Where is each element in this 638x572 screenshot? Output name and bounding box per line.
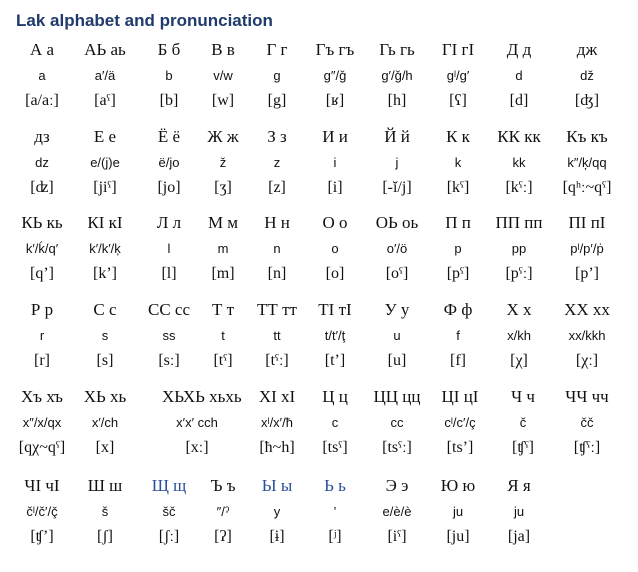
- ipa-pronunciation: [z]: [268, 179, 286, 196]
- latin-transliteration: pˡ/p′/ṗ: [570, 241, 604, 256]
- cyrillic-letter: ХХ хх: [564, 300, 610, 319]
- cyrillic-letter: ТТ тт: [257, 300, 297, 319]
- latin-transliteration: x′/ch: [91, 415, 119, 430]
- ipa-pronunciation: [pˤ]: [446, 265, 470, 282]
- cyrillic-letter: Къ къ: [566, 127, 608, 146]
- cyrillic-letter: М м: [207, 213, 239, 232]
- cyrillic-letter: В в: [211, 40, 235, 59]
- latin-transliteration: k′/ḱ/q′: [25, 241, 59, 256]
- alphabet-row: [0, 300, 638, 396]
- latin-transliteration: e/è/è: [382, 504, 412, 519]
- cyrillic-letter: Гъ гъ: [315, 40, 355, 59]
- ipa-pronunciation: [ʲ]: [328, 528, 342, 545]
- alphabet-row: [0, 127, 638, 223]
- cyrillic-letter[interactable]: Ь ь: [324, 476, 346, 495]
- cyrillic-letter: П п: [445, 213, 471, 232]
- cyrillic-letter: ГӀ гӀ: [441, 40, 475, 59]
- cyrillic-letter: И и: [322, 127, 348, 146]
- cyrillic-letter: ЧЧ чч: [565, 387, 609, 406]
- ipa-pronunciation: [ʒ]: [214, 179, 232, 196]
- cyrillic-letter: Х х: [506, 300, 532, 319]
- latin-transliteration: ž: [219, 155, 227, 170]
- ipa-pronunciation: [h]: [387, 92, 407, 109]
- ipa-pronunciation: [ʧˤ]: [512, 439, 534, 456]
- cyrillic-letter: Ж ж: [207, 127, 239, 146]
- ipa-pronunciation: [i]: [327, 179, 343, 196]
- latin-transliteration: g′/ǧ/h: [381, 68, 413, 83]
- ipa-pronunciation: [q’]: [30, 265, 54, 282]
- latin-transliteration: t/t′/ţ: [324, 328, 346, 343]
- ipa-pronunciation: [m]: [211, 265, 235, 282]
- latin-transliteration: z: [273, 155, 281, 170]
- page-title: Lak alphabet and pronunciation: [16, 11, 273, 30]
- cyrillic-letter: дж: [576, 40, 598, 59]
- ipa-pronunciation: [tˤː]: [265, 352, 289, 369]
- latin-transliteration: u: [393, 328, 401, 343]
- latin-transliteration: ju: [452, 504, 464, 519]
- cyrillic-letter: Ч ч: [511, 387, 535, 406]
- ipa-pronunciation: [o]: [325, 265, 345, 282]
- cyrillic-letter: Ш ш: [87, 476, 123, 495]
- cyrillic-letter: К к: [446, 127, 470, 146]
- cyrillic-letter: КК кк: [497, 127, 541, 146]
- ipa-pronunciation: [ħ~h]: [259, 439, 295, 456]
- ipa-pronunciation: [tsˤ]: [322, 439, 348, 456]
- ipa-pronunciation: [ʔ]: [214, 528, 232, 545]
- cyrillic-letter[interactable]: Ы ы: [261, 476, 293, 495]
- latin-transliteration: cˡ/c′/ç: [444, 415, 476, 430]
- latin-transliteration: k′/k′/ķ: [89, 241, 121, 256]
- latin-transliteration: kk: [512, 155, 526, 170]
- cyrillic-letter: Ё ё: [157, 127, 181, 146]
- cyrillic-letter: Я я: [507, 476, 531, 495]
- ipa-pronunciation: [ts’]: [446, 439, 474, 456]
- cyrillic-letter: ХЬ хь: [83, 387, 127, 406]
- latin-transliteration: a: [38, 68, 46, 83]
- cyrillic-letter: Ц ц: [322, 387, 348, 406]
- latin-transliteration: ss: [162, 328, 176, 343]
- ipa-pronunciation: [ʃː]: [158, 528, 180, 545]
- ipa-pronunciation: [l]: [161, 265, 177, 282]
- latin-transliteration: g″/ǧ: [323, 68, 347, 83]
- ipa-pronunciation: [ju]: [446, 528, 470, 545]
- latin-transliteration: p: [454, 241, 462, 256]
- ipa-pronunciation: [sː]: [158, 352, 180, 369]
- latin-transliteration: m: [217, 241, 229, 256]
- ipa-pronunciation: [ʧ’]: [30, 528, 54, 545]
- latin-transliteration: k: [454, 155, 462, 170]
- ipa-pronunciation: [ʣ]: [30, 179, 54, 196]
- cyrillic-letter: ХӀ хӀ: [258, 387, 296, 406]
- cyrillic-letter: Р р: [30, 300, 54, 319]
- latin-transliteration: e/(j)e: [90, 155, 120, 170]
- latin-transliteration: tt: [273, 328, 281, 343]
- cyrillic-letter: О о: [322, 213, 348, 232]
- cyrillic-letter: Ю ю: [440, 476, 476, 495]
- latin-transliteration: f: [456, 328, 460, 343]
- ipa-pronunciation: [ʕ]: [449, 92, 467, 109]
- cyrillic-letter: Ф ф: [443, 300, 473, 319]
- latin-transliteration: y: [273, 504, 281, 519]
- latin-transliteration: i: [333, 155, 337, 170]
- latin-transliteration: o′/ö: [386, 241, 408, 256]
- ipa-pronunciation: [ʧˤː]: [573, 439, 601, 456]
- latin-transliteration: x′x′ cch: [176, 415, 218, 430]
- ipa-pronunciation: [n]: [267, 265, 287, 282]
- latin-transliteration: šč: [162, 504, 176, 519]
- ipa-pronunciation: [pˤː]: [505, 265, 533, 282]
- ipa-pronunciation: [s]: [96, 352, 114, 369]
- latin-transliteration: x/kh: [507, 328, 531, 343]
- latin-transliteration: d: [515, 68, 523, 83]
- latin-transliteration: xˡ/x′/ħ: [261, 415, 293, 430]
- alphabet-row: [0, 213, 638, 309]
- latin-transliteration: č: [519, 415, 527, 430]
- latin-transliteration: dz: [35, 155, 49, 170]
- cyrillic-letter: КЬ кь: [21, 213, 63, 232]
- cyrillic-letter: Л л: [156, 213, 182, 232]
- ipa-pronunciation: [ʤ]: [574, 92, 600, 109]
- ipa-pronunciation: [g]: [267, 92, 287, 109]
- ipa-pronunciation: [u]: [387, 352, 407, 369]
- latin-transliteration: x″/x/qx: [22, 415, 62, 430]
- latin-transliteration: ’: [333, 504, 337, 519]
- ipa-pronunciation: [k’]: [93, 265, 117, 282]
- cyrillic-letter: Е е: [93, 127, 117, 146]
- cyrillic-letter: Ъ ъ: [210, 476, 236, 495]
- ipa-pronunciation: [χ]: [510, 352, 528, 369]
- cyrillic-letter: ТӀ тӀ: [318, 300, 352, 319]
- cyrillic-letter: З з: [267, 127, 287, 146]
- cyrillic-letter: У у: [384, 300, 410, 319]
- cyrillic-letter: А а: [29, 40, 55, 59]
- cyrillic-letter: Й й: [384, 127, 410, 146]
- cyrillic-letter: Хъ хъ: [21, 387, 63, 406]
- latin-transliteration: ë/jo: [158, 155, 180, 170]
- latin-transliteration: n: [273, 241, 281, 256]
- ipa-pronunciation: [f]: [450, 352, 466, 369]
- ipa-pronunciation: [d]: [509, 92, 529, 109]
- ipa-pronunciation: [iˤ]: [387, 528, 407, 545]
- ipa-pronunciation: [ɨ]: [269, 528, 285, 545]
- latin-transliteration: t: [221, 328, 225, 343]
- cyrillic-letter: ЦӀ цӀ: [441, 387, 479, 406]
- cyrillic-letter: СС сс: [147, 300, 191, 319]
- ipa-pronunciation: [jiˤ]: [93, 179, 117, 196]
- alphabet-row: [0, 40, 638, 136]
- cyrillic-letter: Д д: [506, 40, 532, 59]
- cyrillic-letter: ЦЦ цц: [373, 387, 421, 406]
- cyrillic-letter: дз: [34, 127, 50, 146]
- cyrillic-letter: С с: [93, 300, 117, 319]
- latin-transliteration: gˡ/g′: [446, 68, 470, 83]
- latin-transliteration: r: [39, 328, 45, 343]
- latin-transliteration: ″/ˀ: [216, 504, 230, 519]
- latin-transliteration: v/w: [213, 68, 233, 83]
- ipa-pronunciation: [a/aː]: [25, 92, 59, 109]
- latin-transliteration: pp: [511, 241, 527, 256]
- latin-transliteration: ju: [513, 504, 525, 519]
- cyrillic-letter: КӀ кӀ: [87, 213, 123, 232]
- ipa-pronunciation: [p’]: [575, 265, 599, 282]
- ipa-pronunciation: [kˤː]: [505, 179, 533, 196]
- cyrillic-letter: Э э: [385, 476, 409, 495]
- cyrillic-letter: ПП пп: [495, 213, 543, 232]
- latin-transliteration: čˡ/č′/ç̌: [26, 504, 58, 519]
- latin-transliteration: j: [395, 155, 399, 170]
- ipa-pronunciation: [ʃ]: [97, 528, 113, 545]
- ipa-pronunciation: [kˤ]: [446, 179, 470, 196]
- latin-transliteration: a′/ä: [94, 68, 116, 83]
- latin-transliteration: b: [165, 68, 173, 83]
- cyrillic-letter: Г г: [266, 40, 288, 59]
- alphabet-row: [0, 387, 638, 483]
- ipa-pronunciation: [w]: [211, 92, 235, 109]
- cyrillic-letter: ЧӀ чӀ: [24, 476, 60, 495]
- ipa-pronunciation: [-ĭ/j]: [382, 179, 412, 196]
- latin-transliteration: g: [273, 68, 281, 83]
- ipa-pronunciation: [oˤ]: [385, 265, 409, 282]
- cyrillic-letter: Б б: [157, 40, 181, 59]
- ipa-pronunciation: [ʁ]: [325, 92, 345, 109]
- cyrillic-letter: Т т: [211, 300, 235, 319]
- latin-transliteration: čč: [580, 415, 594, 430]
- ipa-pronunciation: [x]: [95, 439, 115, 456]
- latin-transliteration: l: [167, 241, 171, 256]
- ipa-pronunciation: [t’]: [324, 352, 346, 369]
- latin-transliteration: k″/k̦/qq: [567, 155, 607, 170]
- ipa-pronunciation: [jo]: [157, 179, 181, 196]
- alphabet-row: [0, 476, 638, 572]
- cyrillic-letter: Гь гь: [379, 40, 415, 59]
- ipa-pronunciation: [aˤ]: [94, 92, 116, 109]
- latin-transliteration: xx/kkh: [568, 328, 606, 343]
- latin-transliteration: dž: [580, 68, 594, 83]
- cyrillic-letter: АЬ аь: [84, 40, 126, 59]
- ipa-pronunciation: [b]: [159, 92, 179, 109]
- cyrillic-letter: ОЬ оь: [375, 213, 419, 232]
- ipa-pronunciation: [qʰː~qˤ]: [562, 179, 612, 196]
- cyrillic-letter: ПӀ пӀ: [568, 213, 606, 232]
- ipa-pronunciation: [ja]: [507, 528, 531, 545]
- cyrillic-letter: Н н: [264, 213, 290, 232]
- cyrillic-letter: ХЬХЬ хьхь: [162, 387, 242, 406]
- ipa-pronunciation: [tˤ]: [213, 352, 233, 369]
- cyrillic-letter[interactable]: Щ щ: [151, 476, 187, 495]
- latin-transliteration: s: [101, 328, 109, 343]
- latin-transliteration: cc: [390, 415, 404, 430]
- latin-transliteration: c: [331, 415, 339, 430]
- ipa-pronunciation: [xː]: [185, 439, 209, 456]
- latin-transliteration: š: [101, 504, 109, 519]
- ipa-pronunciation: [r]: [34, 352, 50, 369]
- ipa-pronunciation: [qχ~qˤ]: [18, 439, 66, 456]
- latin-transliteration: o: [331, 241, 339, 256]
- ipa-pronunciation: [χː]: [575, 352, 599, 369]
- ipa-pronunciation: [tsˤː]: [382, 439, 412, 456]
